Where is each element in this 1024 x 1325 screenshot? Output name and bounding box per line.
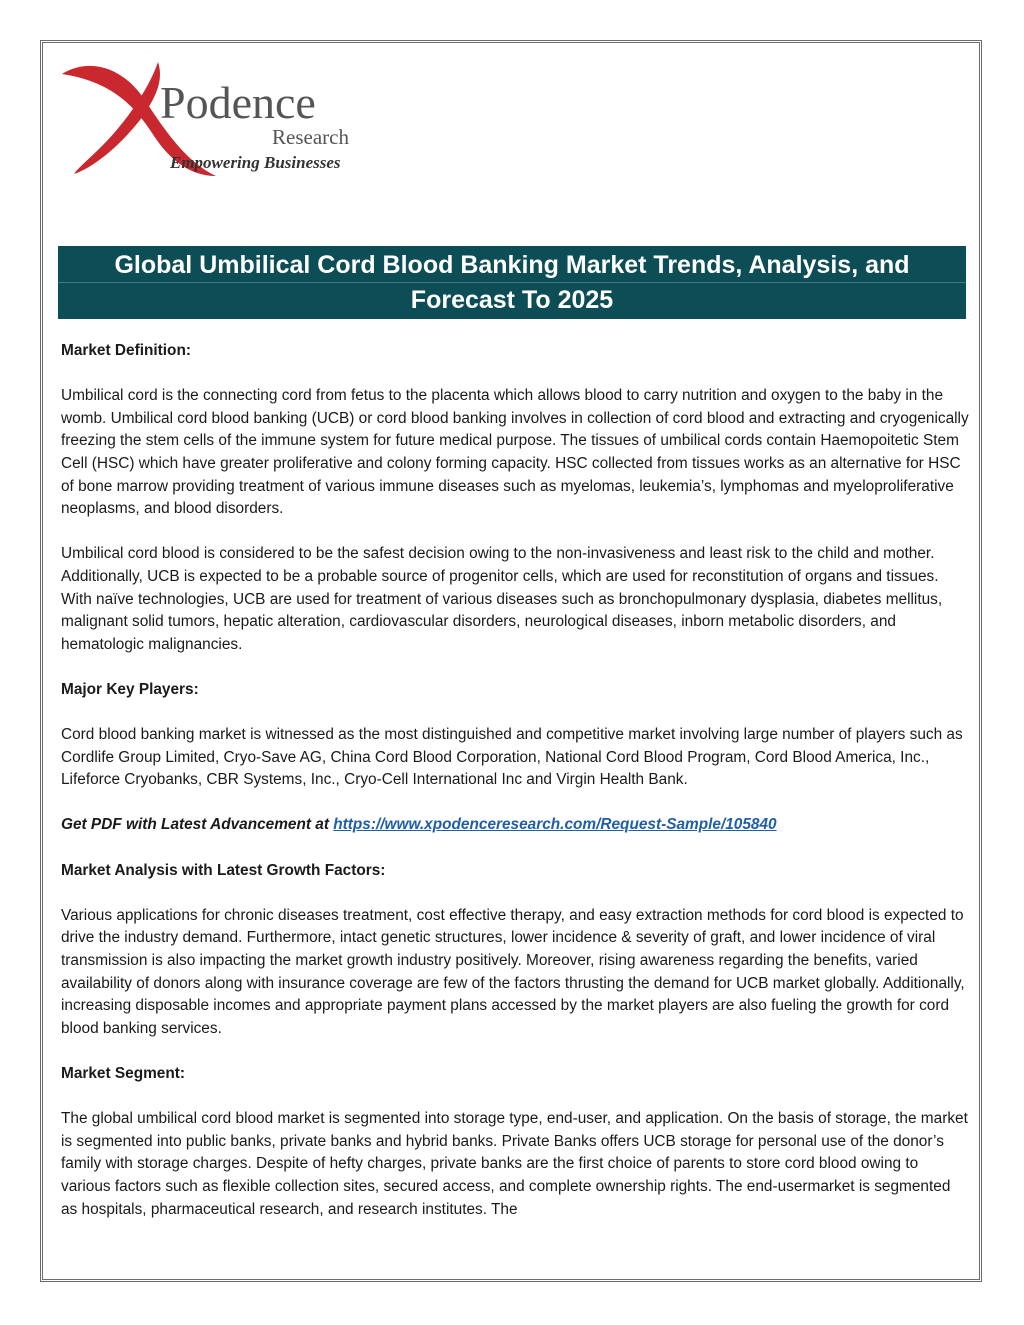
- logo-tagline: Empowering Businesses: [170, 153, 341, 172]
- logo-brand-sub: Research: [272, 125, 349, 149]
- heading-market-segment: Market Segment:: [61, 1065, 186, 1082]
- article-body: [61, 340, 969, 1244]
- paragraph-market-analysis: Various applications for chronic diseases treatment, cost effective therapy, and easy extraction methods for cord blood is expected to drive the industry demand. Furthermore, intact genetic structures, lower incidence & severity of graft, and lower incidence of viral transmission is also impacting the market growth industry positively. Moreover, rising awareness regarding the benefits, varied availability of donors along with insurance coverage are few of the factors thrusting the demand for UCB market globally. Additionally, increasing disposable incomes and appropriate payment plans accessed by the market players are also fueling the growth for cord blood banking services.: [61, 906, 965, 1037]
- cta-label: Get PDF with Latest Advancement at: [61, 816, 334, 834]
- sample-request-link[interactable]: https://www.xpodenceresearch.com/Request-Sample/105840: [333, 816, 777, 834]
- paragraph-definition-1: Umbilical cord is the connecting cord from fetus to the placenta which allows blood to carry nutrition and oxygen to the baby in the womb. Umbilical cord blood banking (UCB) or cord blood banking involves in collection of cord blood and extracting and cryogenically freezing the stem cells of the immune system for future medical purpose. The tissues of umbilical cords contain Haemopoitetic Stem Cell (HSC) which have greater proliferative and colony forming capacity. HSC collected from tissues works as an alternative for HSC of bone marrow providing treatment of various immune diseases such as myelomas, leukemia’s, lymphomas and myeloproliferative neoplasms, and blood disorders.: [61, 387, 969, 518]
- paragraph-key-players: Cord blood banking market is witnessed as the most distinguished and competitive market involving large number of players such as Cordlife Group Limited, Cryo-Save AG, China Cord Blood Corporation, National Cord Blood Program, Cord Blood America, Inc., Lifeforce Cryobanks, CBR Systems, Inc., Cryo-Cell International Inc and Virgin Health Bank.: [61, 726, 963, 789]
- title-banner: [58, 246, 966, 319]
- xpodence-logo: [58, 56, 378, 188]
- heading-market-analysis: Market Analysis with Latest Growth Factors:: [61, 861, 386, 879]
- paragraph-definition-2: Umbilical cord blood is considered to be the safest decision owing to the non-invasiveness and least risk to the child and mother. Additionally, UCB is expected to be a probable source of progenitor cells, which are used for reconstitution of organs and tissues. With naïve technologies, UCB are used for treatment of various diseases such as bronchopulmonary dysplasia, diabetes mellitus, malignant solid tumors, hepatic alteration, cardiovascular disorders, neurological diseases, inborn metabolic disorders, and hematologic malignancies.: [61, 545, 943, 653]
- sample-request-callout: [61, 814, 969, 837]
- heading-market-definition: Market Definition:: [61, 342, 191, 359]
- heading-key-players: Major Key Players:: [61, 680, 199, 698]
- logo-brand-name: Podence: [160, 77, 316, 128]
- title-line-1: Global Umbilical Cord Blood Banking Market Trends, Analysis, and: [114, 251, 910, 279]
- paragraph-market-segment: The global umbilical cord blood market is segmented into storage type, end-user, and application. On the basis of storage, the market is segmented into public banks, private banks and hybrid banks. Private Banks offers UCB storage for personal use of the donor’s family with storage charges. Despite of hefty charges, private banks are the first choice of parents to store cord blood owing to various factors such as flexible collection sites, secured access, and complete ownership rights. The end-usermarket is segmented as hospitals, pharmaceutical research, and research institutes. The: [61, 1110, 968, 1218]
- title-line-2: Forecast To 2025: [410, 286, 614, 314]
